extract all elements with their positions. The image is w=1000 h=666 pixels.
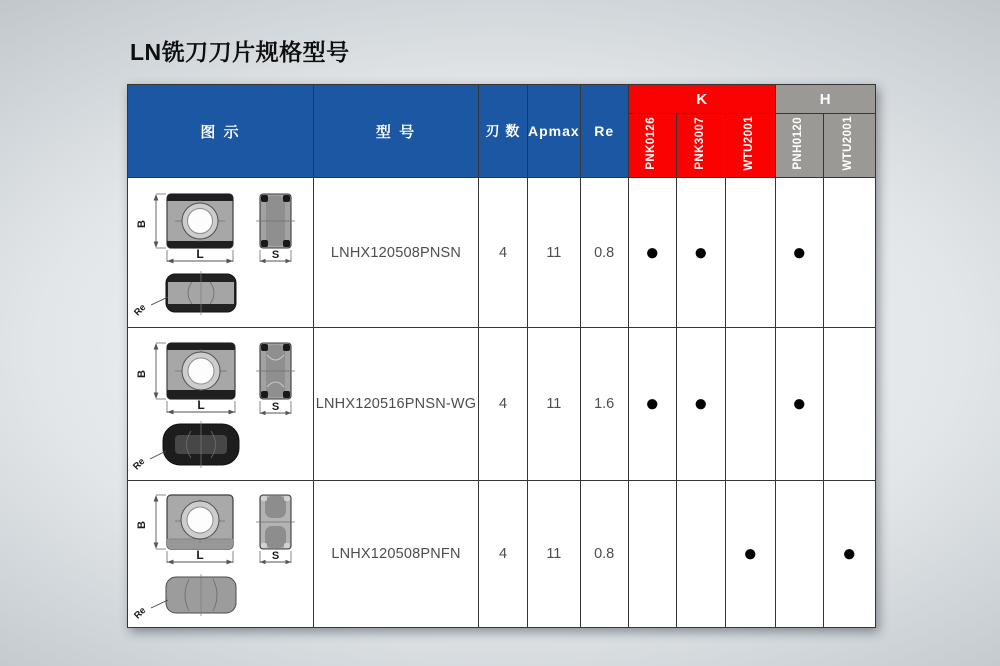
mark-cell-wtu2001-h: [823, 178, 875, 328]
re-value: 0.8: [580, 178, 628, 328]
insert-side-view: [256, 495, 295, 549]
edges-value: 4: [479, 178, 528, 328]
col-header-pnk0126-label: PNK0126: [645, 116, 658, 170]
model-value: LNHX120516PNSN-WG: [314, 328, 479, 481]
mark-cell-pnk3007: [676, 328, 725, 481]
availability-dot-icon: ●: [693, 390, 708, 417]
group-header-k: K: [628, 85, 775, 114]
insert-technical-drawing: [129, 481, 313, 627]
mark-cell-pnh0120: [775, 178, 823, 328]
dimension-re: [132, 297, 168, 318]
col-header-apmax: Apmax: [528, 85, 581, 178]
mark-cell-pnk3007: [676, 481, 725, 628]
availability-dot-icon: ●: [693, 238, 708, 266]
dimension-l-label: L: [196, 398, 205, 412]
availability-dot-icon: ●: [644, 390, 660, 417]
dimension-s: [260, 550, 291, 564]
mark-cell-wtu2001-k: [725, 481, 775, 628]
apmax-value: 11: [528, 178, 581, 328]
dimension-l: [167, 548, 233, 564]
col-header-pnk0126: [628, 114, 676, 178]
mark-cell-pnk0126: [628, 328, 676, 481]
illustration-cell-row2: [128, 328, 314, 481]
col-header-edges: 刃 数: [479, 85, 528, 178]
mark-cell-wtu2001-k: [725, 178, 775, 328]
illustration-cell-row1: [128, 178, 314, 328]
availability-dot-icon: ●: [791, 390, 807, 417]
dimension-s: [260, 401, 291, 415]
table-row: [128, 178, 876, 328]
mark-cell-pnh0120: [775, 328, 823, 481]
dimension-s-label: S: [271, 401, 279, 413]
mark-cell-pnk0126: [628, 481, 676, 628]
insert-side-view: [256, 343, 295, 399]
edges-value: 4: [479, 328, 528, 481]
dimension-s-label: S: [271, 550, 279, 562]
insert-front-view: [167, 194, 233, 248]
table-row: [128, 481, 876, 628]
insert-side-view: [256, 194, 295, 248]
dimension-re: [131, 451, 166, 472]
page-title: LN铣刀刀片规格型号: [130, 39, 350, 65]
model-value: LNHX120508PNSN: [314, 178, 479, 328]
group-header-h: H: [775, 85, 875, 114]
col-header-pnk3007-label: PNK3007: [693, 116, 706, 170]
mark-cell-pnk3007: [676, 178, 725, 328]
col-header-wtu2001-k: [725, 114, 775, 178]
dimension-s-label: S: [271, 248, 279, 261]
insert-front-view: [167, 343, 235, 399]
col-header-model: 型 号: [314, 85, 479, 178]
dimension-re-label: Re: [131, 605, 148, 622]
insert-technical-drawing: [129, 331, 313, 477]
availability-dot-icon: ●: [742, 540, 758, 567]
col-header-illustration: 图 示: [128, 85, 314, 178]
mark-cell-pnh0120: [775, 481, 823, 628]
dimension-b-label: B: [135, 521, 148, 529]
dimension-b: [136, 495, 166, 549]
group-header-row: [128, 85, 876, 114]
dimension-b: [136, 194, 166, 248]
dimension-re: [132, 600, 168, 621]
mark-cell-wtu2001-h: [823, 481, 875, 628]
re-value: 0.8: [580, 481, 628, 628]
dimension-s: [260, 249, 291, 263]
insert-bottom-view: [166, 574, 236, 616]
dimension-b-label: B: [135, 370, 148, 378]
col-header-wtu2001-h: [823, 114, 875, 178]
dimension-re-label: Re: [131, 301, 148, 318]
table-row: [128, 328, 876, 481]
apmax-value: 11: [528, 481, 581, 628]
mark-cell-wtu2001-h: [823, 328, 875, 481]
insert-technical-drawing: [129, 180, 313, 326]
availability-dot-icon: ●: [791, 238, 807, 266]
dimension-l: [167, 398, 235, 414]
edges-value: 4: [479, 481, 528, 628]
dimension-l-label: L: [195, 246, 204, 261]
col-header-re: Re: [580, 85, 628, 178]
model-value: LNHX120508PNFN: [314, 481, 479, 628]
col-header-pnk3007: [676, 114, 725, 178]
dimension-b-label: B: [135, 219, 148, 228]
spec-table: [127, 84, 876, 628]
availability-dot-icon: ●: [644, 238, 660, 266]
mark-cell-pnk0126: [628, 178, 676, 328]
illustration-cell-row3: [128, 481, 314, 628]
dimension-re-label: Re: [130, 456, 147, 473]
availability-dot-icon: ●: [841, 540, 857, 567]
re-value: 1.6: [580, 328, 628, 481]
dimension-b: [136, 343, 166, 399]
apmax-value: 11: [528, 328, 581, 481]
col-header-wtu2001-h-label: WTU2001: [842, 115, 855, 171]
mark-cell-wtu2001-k: [725, 328, 775, 481]
dimension-l: [167, 247, 233, 263]
col-header-pnh0120: [775, 114, 823, 178]
insert-bottom-view: [166, 271, 236, 315]
insert-bottom-view: [163, 421, 239, 468]
dimension-l-label: L: [195, 548, 204, 562]
col-header-wtu2001-k-label: WTU2001: [743, 115, 756, 171]
col-header-pnh0120-label: PNH0120: [792, 116, 805, 170]
insert-front-view: [167, 495, 233, 549]
